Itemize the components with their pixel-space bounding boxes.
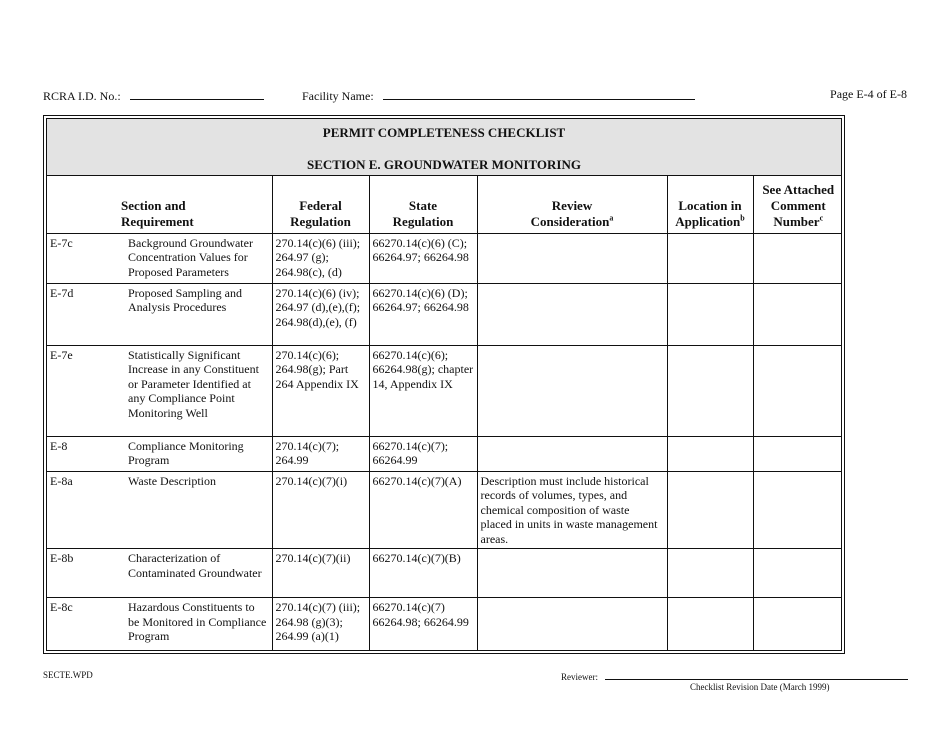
row-id: E-8 bbox=[50, 438, 68, 453]
row-requirement: Waste Description bbox=[128, 473, 217, 488]
row-section-cell bbox=[47, 436, 272, 471]
table-row bbox=[47, 233, 843, 283]
row-review[interactable] bbox=[477, 345, 667, 436]
row-federal: 270.14(c)(6); 264.98(g); Part 264 Appendix IX bbox=[272, 345, 369, 436]
table-row bbox=[47, 345, 843, 436]
row-federal: 270.14(c)(7); 264.99 bbox=[272, 436, 369, 471]
row-state: 66270.14(c)(7)(A) bbox=[369, 471, 477, 549]
row-requirement: Proposed Sampling and Analysis Procedures bbox=[128, 285, 242, 314]
row-id: E-8a bbox=[50, 473, 73, 488]
row-location[interactable] bbox=[667, 436, 753, 471]
col-header-comment: See Attached Comment Number$^c$ bbox=[753, 176, 843, 233]
facility-name-field bbox=[302, 87, 695, 104]
row-requirement: Background Groundwater Concentration Values for Proposed Parameters bbox=[128, 235, 253, 279]
row-state: 66270.14(c)(6) (D); 66264.97; 66264.98 bbox=[369, 283, 477, 345]
col-header-section: Section and Requirement bbox=[47, 176, 272, 233]
row-location[interactable] bbox=[667, 598, 753, 655]
row-state: 66270.14(c)(7)(B) bbox=[369, 549, 477, 598]
section-title: SECTION E. GROUNDWATER MONITORING bbox=[306, 157, 581, 172]
row-section-cell bbox=[47, 471, 272, 549]
row-federal: 270.14(c)(6) (iii); 264.97 (g); 264.98(c), (d) bbox=[272, 233, 369, 283]
table-header-row bbox=[47, 176, 843, 233]
row-comment[interactable] bbox=[753, 345, 843, 436]
checklist-table bbox=[47, 176, 843, 654]
page-number: Page E-4 of E-8 bbox=[830, 87, 907, 101]
rcra-id-blank[interactable] bbox=[130, 87, 264, 100]
row-section-cell bbox=[47, 283, 272, 345]
row-location[interactable] bbox=[667, 283, 753, 345]
checklist-title-block bbox=[47, 119, 841, 176]
row-review[interactable] bbox=[477, 549, 667, 598]
row-state: 66270.14(c)(6); 66264.98(g); chapter 14, Appendix IX bbox=[369, 345, 477, 436]
table-row bbox=[47, 283, 843, 345]
col-header-state: State Regulation bbox=[369, 176, 477, 233]
reviewer-field bbox=[561, 670, 908, 682]
row-federal: 270.14(c)(6) (iv); 264.97 (d),(e),(f); 264.98(d),(e), (f) bbox=[272, 283, 369, 345]
row-location[interactable] bbox=[667, 471, 753, 549]
row-id: E-8b bbox=[50, 551, 74, 565]
row-requirement: Hazardous Constituents to be Monitored in Compliance Program bbox=[128, 600, 267, 643]
checklist-title: PERMIT COMPLETENESS CHECKLIST bbox=[322, 125, 566, 140]
table-row bbox=[47, 436, 843, 471]
row-comment[interactable] bbox=[753, 549, 843, 598]
row-requirement: Statistically Significant Increase in any Constituent or Parameter Identified at any Compliance Point Monitoring Well bbox=[128, 347, 259, 420]
rcra-id-label: RCRA I.D. No.: bbox=[43, 89, 121, 103]
facility-name-label: Facility Name: bbox=[302, 89, 374, 103]
row-comment[interactable] bbox=[753, 436, 843, 471]
row-comment[interactable] bbox=[753, 283, 843, 345]
checklist-table-frame bbox=[43, 115, 845, 654]
row-section-cell bbox=[47, 549, 272, 598]
row-id: E-7c bbox=[50, 235, 73, 250]
row-location[interactable] bbox=[667, 233, 753, 283]
row-federal: 270.14(c)(7)(i) bbox=[272, 471, 369, 549]
row-requirement: Characterization of Contaminated Groundwater bbox=[128, 551, 262, 580]
row-federal: 270.14(c)(7)(ii) bbox=[272, 549, 369, 598]
row-review[interactable]: Description must include historical records of volumes, types, and chemical composition of waste placed in units in waste management areas. bbox=[477, 471, 667, 549]
row-requirement: Compliance Monitoring Program bbox=[128, 438, 244, 467]
row-review[interactable] bbox=[477, 283, 667, 345]
row-comment[interactable] bbox=[753, 471, 843, 549]
col-header-location: Location in Application$^b$ bbox=[667, 176, 753, 233]
table-row bbox=[47, 471, 843, 549]
row-comment[interactable] bbox=[753, 598, 843, 655]
reviewer-label: Reviewer: bbox=[561, 672, 598, 682]
row-section-cell bbox=[47, 598, 272, 655]
row-id: E-8c bbox=[50, 600, 73, 614]
row-state: 66270.14(c)(6) (C); 66264.97; 66264.98 bbox=[369, 233, 477, 283]
table-row bbox=[47, 549, 843, 598]
row-review[interactable] bbox=[477, 233, 667, 283]
row-id: E-7e bbox=[50, 347, 73, 362]
row-location[interactable] bbox=[667, 549, 753, 598]
col-header-review: Review Consideration$^a$ bbox=[477, 176, 667, 233]
row-location[interactable] bbox=[667, 345, 753, 436]
row-section-cell bbox=[47, 233, 272, 283]
reviewer-blank[interactable] bbox=[605, 670, 908, 680]
row-comment[interactable] bbox=[753, 233, 843, 283]
row-review[interactable] bbox=[477, 436, 667, 471]
col-header-federal: Federal Regulation bbox=[272, 176, 369, 233]
facility-name-blank[interactable] bbox=[383, 87, 695, 100]
row-state: 66270.14(c)(7) 66264.98; 66264.99 bbox=[369, 598, 477, 655]
table-row bbox=[47, 598, 843, 655]
row-review[interactable] bbox=[477, 598, 667, 655]
revision-date: Checklist Revision Date (March 1999) bbox=[690, 682, 830, 692]
row-id: E-7d bbox=[50, 285, 74, 300]
file-name: SECTE.WPD bbox=[43, 670, 93, 680]
row-state: 66270.14(c)(7); 66264.99 bbox=[369, 436, 477, 471]
rcra-id-field bbox=[43, 87, 264, 104]
row-federal: 270.14(c)(7) (iii); 264.98 (g)(3); 264.99 (a)(1) bbox=[272, 598, 369, 655]
row-section-cell bbox=[47, 345, 272, 436]
